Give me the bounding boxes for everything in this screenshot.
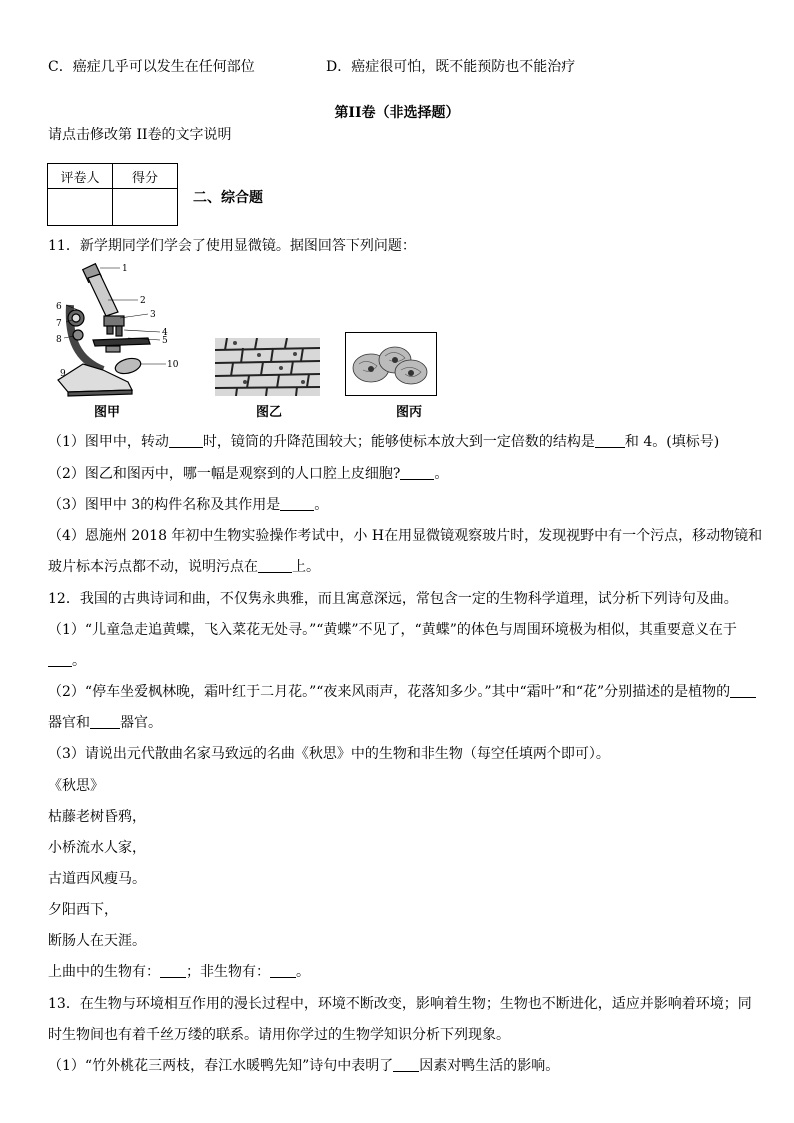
q12-part3: （3）请说出元代散曲名家马致远的名曲《秋思》中的生物和非生物（每空任填两个即可）。 [48,746,610,762]
blank[interactable] [280,496,314,511]
poem-line-4: 夕阳西下， [48,902,118,918]
q13-part1: （1）“竹外桃花三两枝，春江水暖鸭先知”诗句中表明了 因素对鸭生活的影响。 [48,1058,560,1074]
section-heading: 二、综合题 [193,190,263,206]
blank[interactable] [160,963,186,978]
poem-line-5: 断肠人在天涯。 [48,933,146,949]
blank[interactable] [595,433,625,448]
label-6: 6 [56,302,62,312]
label-3: 3 [150,310,156,320]
label-4: 4 [162,328,168,338]
choice-d: D．癌症很可怕，既不能预防也不能治疗 [326,59,576,75]
score-table [47,163,178,226]
q12-part2-line1: （2）“停车坐爱枫林晚，霜叶红于二月花。”“夜来风雨声，花落知多少。”其中“霜叶”和“花”分别描述的是植物的 [48,681,756,701]
caption-b: 图乙 [256,405,283,420]
label-9: 9 [60,369,66,379]
label-7: 7 [56,319,62,329]
section-title: 第II卷（非选择题） [334,105,460,121]
score-cell [113,189,178,226]
caption-c: 图丙 [396,405,423,420]
label-5: 5 [162,336,168,346]
poem-line-2: 小桥流水人家， [48,840,146,856]
q13-stem-line2: 时生物间也有着千丝万缕的联系。请用你学过的生物学知识分析下列现象。 [48,1027,510,1043]
poem-line-3: 古道西风瘦马。 [48,871,146,887]
label-10: 10 [167,360,179,370]
q11-part1: （1）图甲中，转动 时，镜筒的升降范围较大；能够使标本放大到一定倍数的结构是 和 4。(填标号) [48,434,720,450]
poem-line-1: 枯藤老树昏鸦， [48,809,146,825]
grader-cell [48,189,113,226]
blank[interactable] [90,714,120,729]
q12-stem: 12．我国的古典诗词和曲，不仅隽永典雅，而且寓意深远，常包含一定的生物科学道理，试分析下列诗句及曲。 [48,591,738,607]
table-header-score: 得分 [113,164,178,189]
blank[interactable] [48,652,72,667]
q12-part1-line2: 。 [48,650,86,670]
section-note: 请点击修改第 II卷的文字说明 [48,127,232,143]
cheek-cells-figure [345,332,437,396]
q12-answer-line: 上曲中的生物有： ；非生物有： 。 [48,964,310,980]
q11-part4-line1: （4）恩施州 2018 年初中生物实验操作考试中，小 H在用显微镜观察玻片时，发现视野中有一个污点，移动物镜和 [48,528,763,544]
poem-title: 《秋思》 [48,778,104,794]
blank[interactable] [258,558,292,573]
q11-part4-line2: 玻片标本污点都不动，说明污点在 上。 [48,559,320,575]
choice-c: C．癌症几乎可以发生在任何部位 [48,59,255,75]
label-1: 1 [122,264,128,274]
blank[interactable] [730,683,756,698]
caption-a: 图甲 [94,405,121,420]
blank[interactable] [169,433,203,448]
onion-cells-figure [215,338,320,396]
q11-part2: （2）图乙和图丙中，哪一幅是观察到的人口腔上皮细胞? 。 [48,466,449,482]
q12-part2-line2: 器官和 器官。 [48,715,162,731]
q11-part3: （3）图甲中 3的构件名称及其作用是 。 [48,497,329,513]
blank[interactable] [400,465,434,480]
table-header-grader: 评卷人 [48,164,113,189]
label-8: 8 [56,335,62,345]
q13-stem-line1: 13．在生物与环境相互作用的漫长过程中，环境不断改变，影响着生物；生物也不断进化，适应并影响着环境；同 [48,996,752,1012]
blank[interactable] [393,1057,419,1072]
q12-part1-line1: （1）“儿童急走追黄蝶，飞入菜花无处寻。”“黄蝶”不见了，“黄蝶”的体色与周围环境极为相似，其重要意义在于 [48,622,737,638]
blank[interactable] [270,963,296,978]
label-2: 2 [140,296,146,306]
microscope-figure [48,260,188,400]
q11-stem: 11．新学期同学们学会了使用显微镜。据图回答下列问题： [48,238,416,254]
